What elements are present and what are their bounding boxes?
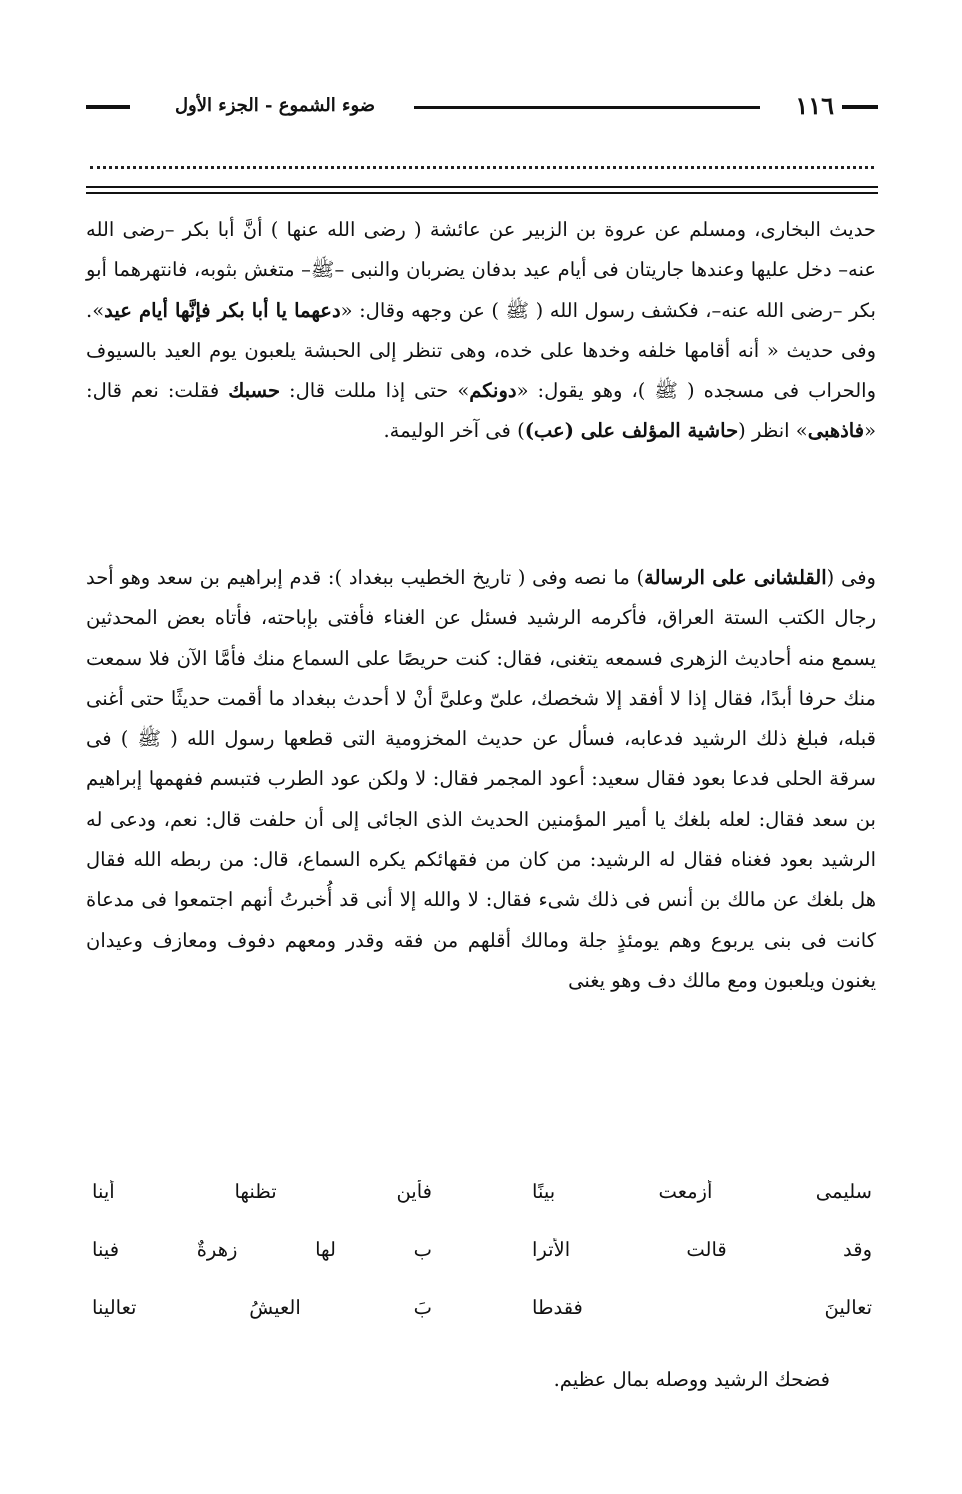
- book-title: ضوء الشموع - الجزء الأول: [174, 95, 376, 116]
- text-run: ) فى آخر الوليمة.: [383, 419, 525, 443]
- bold-quote: دونكم: [469, 379, 517, 403]
- verse-right-hemistich: تعالينَ فقدطا: [532, 1295, 872, 1319]
- verse-right-hemistich: وقد قالت الأترا: [532, 1237, 872, 1261]
- poem-verse: [92, 1220, 872, 1278]
- poem-verse: [92, 1278, 872, 1336]
- text-run: ) ما نصه وفى ( تاريخ الخطيب ببغداد ): قدم إبراهيم بن سعد وهو أحد رجال الكتب الستة العراق، فأكرمه الرشيد فسئل عن الغناء فأفتى بإباحته، فأتاه بعض المحدثين يسمع منه أحاديث الزهرى فسمعه يتغنى، فقال: كنت حريصًا على السماع منك فأمَّا الآن فلا سمعت منك حرفا أبدًا، فقال إذا لا أفقد إلا شخصك، علىّ وعلىَّ أنْ لا أحدث ببغداد ما أقمت حديثًا حتى أغنى قبله، فبلغ ذلك الرشيد فدعابه، فسأل عن حديث المخزومية التى قطعها رسول الله ( ﷺ ) فى سرقة الحلى فدعا بعود فقال سعيد: أعود المجمر فقال: لا ولكن عود الطرب فتبسم ففهمها إبراهيم بن سعد فقال: لعله بلغك يا أمير المؤمنين الحديث الذى الجائى إلى أن حلفت قال: نعم، ودعى له الرشيد بعود فغناه فقال له الرشيد: من كان من فقهائكم يكره السماع، قال: من ربطه الله فقال هل بلغك عن مالك بن أنس فى ذلك شىء فقال: لا والله إلا أنى قد أُخبرتُ أنهم اجتمعوا فى مدعاة كانت فى بنى يربوع وهم يومئذٍ جلة ومالك أقلهم من فقه وقدر ومعهم دفوف ومعازف وعيدان يغنون ويلعبون ومع مالك دف وهو يغنى: [86, 566, 876, 992]
- text-run: وفى (: [826, 566, 876, 589]
- paragraph-qalshani: [86, 558, 876, 1001]
- bold-reference: القلشانى على الرسالة: [644, 566, 827, 589]
- double-rule-separator: [86, 186, 878, 194]
- paragraph-2-text: [86, 558, 876, 1001]
- text-run: » حتى إذا مللت قال:: [280, 379, 470, 403]
- verse-left-hemistich: بَ العيشُ تعالينا: [92, 1295, 432, 1319]
- poem-verse: [92, 1162, 872, 1220]
- verse-right-hemistich: سليمى أزمعت بينًا: [532, 1179, 872, 1203]
- text-run: » انظر (: [738, 419, 808, 443]
- verse-left-hemistich: ب لها زهرةٌ فينا: [92, 1237, 432, 1261]
- page-number: ١١٦: [795, 91, 834, 120]
- dotted-separator: [90, 166, 874, 169]
- header-dash-left: [86, 105, 130, 109]
- bold-quote: دعهما يا أبا بكر فإنَّها أيام عيد: [104, 298, 341, 322]
- verse-left-hemistich: فأين تظنها أينا: [92, 1179, 432, 1203]
- text-run: حديث البخارى، ومسلم عن عروة بن الزبير عن عائشة ( رضى الله عنها ) أنَّ أبا بكر –رضى الله عنه– دخل عليها وعندها جاريتان فى أيام عيد بدفان يضربان والنبى –ﷺ– متغش بثوبه، فانتهرهما أبو بكر –رضى الله عنه–، فكشف رسول الله ( ﷺ ) عن وجهه وقال: «: [86, 218, 876, 322]
- closing-line: فضحك الرشيد ووصله بمال عظيم.: [553, 1368, 830, 1391]
- paragraph-hadith: [86, 210, 876, 452]
- text-run: ». وفى حديث « أنه أقامها خلفه وخدها على خده، وهى تنظر إلى الحبشة يلعبون يوم العيد بالسيوف والحراب فى مسجده ( ﷺ )، وهو يقول: «: [86, 298, 876, 403]
- text-run: فقلت: نعم قال: «: [86, 379, 876, 443]
- paragraph-1-text: [86, 210, 876, 452]
- poem: [92, 1162, 872, 1336]
- bold-quote: حسبك: [228, 379, 281, 403]
- header-rule: [414, 106, 760, 109]
- bold-reference: حاشية المؤلف على (عب): [524, 419, 739, 443]
- bold-quote: فاذهبى: [807, 419, 865, 443]
- header-dash-right: [842, 105, 878, 109]
- running-header: [86, 86, 878, 126]
